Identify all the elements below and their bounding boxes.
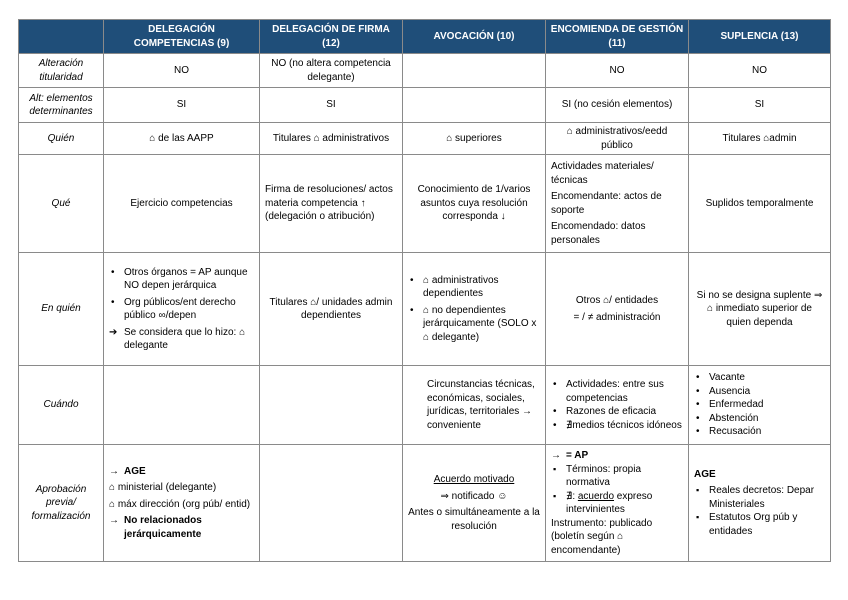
cell-cuando-firma: [260, 366, 403, 445]
aprobacion-delegacion-line: ⌂ ministerial (delegante): [109, 482, 217, 494]
row-label-en-quien: En quién: [19, 253, 104, 366]
row-cuando: [19, 366, 831, 445]
row-label-alteracion: Alteración titularidad: [19, 54, 104, 88]
row-alteracion: [19, 54, 831, 88]
cell-que-avocacion: Conocimiento de 1/varios asuntos cuya resolución corresponda ↓: [403, 155, 546, 253]
list-item: • ⌂ administrativos dependientes: [408, 274, 540, 301]
cell-que-delegacion: Ejercicio competencias: [104, 155, 260, 253]
que-encomienda-line: Actividades materiales/ técnicas: [551, 161, 654, 186]
list-item-arrow: → = AP: [551, 449, 683, 463]
cell-quien-avocacion: ⌂ superiores: [403, 123, 546, 155]
list-item: ▪ Reales decretos: Depar Ministeriales: [694, 484, 825, 511]
que-encomienda-line: Encomendante: actos de soporte: [551, 191, 662, 216]
cell-quien-delegacion: ⌂ de las AAPP: [104, 123, 260, 155]
list-item: [551, 490, 683, 517]
list-item: • Recusación: [694, 425, 825, 439]
header-delegacion-competencias: DELEGACIÓN COMPETENCIAS (9): [104, 20, 260, 54]
list-item-arrow: → No relacionados jerárquicamente: [109, 514, 254, 541]
cell-quien-suplencia: Titulares ⌂admin: [689, 123, 831, 155]
cell-elementos-firma: SI: [260, 88, 403, 123]
row-en-quien: [19, 253, 831, 366]
list-item-arrow: [109, 326, 254, 353]
list-item: • Vacante: [694, 371, 825, 385]
list-item: • ∄medios técnicos idóneos: [551, 419, 683, 433]
cell-alteracion-avocacion: [403, 54, 546, 88]
row-que: [19, 155, 831, 253]
header-delegacion-firma: DELEGACIÓN DE FIRMA (12): [260, 20, 403, 54]
cell-alteracion-firma: NO (no altera competencia delegante): [260, 54, 403, 88]
cell-quien-firma: Titulares ⌂ administrativos: [260, 123, 403, 155]
cell-aprobacion-suplencia: [689, 445, 831, 562]
acuerdo-suffix: expreso intervinientes: [566, 490, 653, 515]
list-item: • Org públicos/ent derecho público ∞/depen: [109, 296, 254, 323]
list-item: • Enfermedad: [694, 398, 825, 412]
cell-alteracion-suplencia: NO: [689, 54, 831, 88]
cell-aprobacion-encomienda: [546, 445, 689, 562]
aprobacion-delegacion-list: [109, 465, 254, 479]
list-item: ▪ Términos: propia normativa: [551, 463, 683, 490]
row-label-que: Qué: [19, 155, 104, 253]
arrow-text: Se considera que lo hizo: ⌂ delegante: [124, 326, 246, 351]
cell-cuando-avocacion: Circunstancias técnicas, económicas, sociales, jurídicas, territoriales → conveniente: [403, 366, 546, 445]
cell-elementos-avocacion: [403, 88, 546, 123]
list-item: • Otros órganos = AP aunque NO depen jerárquica: [109, 266, 254, 293]
aprobacion-suplencia-list: [694, 484, 825, 538]
header-corner: [19, 20, 104, 54]
list-item: • Actividades: entre sus competencias: [551, 378, 683, 405]
list-item: • ⌂ no dependientes jerárquicamente (SOLO x ⌂ delegante): [408, 304, 540, 345]
en-quien-delegacion-list: [109, 266, 254, 353]
row-label-quien: Quién: [19, 123, 104, 155]
cell-aprobacion-delegacion: [104, 445, 260, 562]
header-suplencia: SUPLENCIA (13): [689, 20, 831, 54]
cell-alteracion-encomienda: NO: [546, 54, 689, 88]
list-item-arrow: → AGE: [109, 465, 254, 479]
list-item: ▪ Estatutos Org púb y entidades: [694, 511, 825, 538]
cell-quien-encomienda: ⌂ administrativos/eedd público: [546, 123, 689, 155]
header-encomienda-gestion: ENCOMIENDA DE GESTIÓN (11): [546, 20, 689, 54]
acuerdo-prefix: ∄:: [566, 490, 578, 502]
cell-que-suplencia: Suplidos temporalmente: [689, 155, 831, 253]
cell-elementos-suplencia: SI: [689, 88, 831, 123]
acuerdo-word: acuerdo: [577, 490, 615, 502]
cell-en-quien-delegacion: [104, 253, 260, 366]
cell-cuando-delegacion: [104, 366, 260, 445]
aprobacion-delegacion-list-2: [109, 514, 254, 541]
cell-en-quien-avocacion: [403, 253, 546, 366]
row-label-elementos: Alt: elementos determinantes: [19, 88, 104, 123]
list-item: • Ausencia: [694, 385, 825, 399]
aprobacion-encomienda-list: [551, 449, 683, 517]
header-row: [19, 20, 831, 54]
comparison-table: [18, 19, 831, 562]
en-quien-encomienda-line2: = / ≠ administración: [573, 311, 661, 323]
list-item: • Abstención: [694, 412, 825, 426]
en-quien-encomienda-line1: Otros ⌂/ entidades: [575, 295, 659, 306]
cell-que-encomienda: [546, 155, 689, 253]
cell-elementos-delegacion: SI: [104, 88, 260, 123]
aprobacion-encomienda-instrumento: Instrumento: publicado (boletín según ⌂ encomendante): [551, 517, 653, 556]
row-label-aprobacion: Aprobación previa/ formalización: [19, 445, 104, 562]
row-quien: [19, 123, 831, 155]
aprobacion-avocacion-acuerdo: Acuerdo motivado: [433, 474, 515, 485]
cell-cuando-suplencia: [689, 366, 831, 445]
cuando-suplencia-list: [694, 371, 825, 439]
cell-aprobacion-firma: [260, 445, 403, 562]
aprobacion-avocacion-antes: Antes o simultáneamente a la resolución: [408, 507, 540, 532]
cell-en-quien-suplencia: Si no se designa suplente ⇒ ⌂ inmediato superior de quien dependa: [689, 253, 831, 366]
cell-elementos-encomienda: SI (no cesión elementos): [546, 88, 689, 123]
header-avocacion: AVOCACIÓN (10): [403, 20, 546, 54]
aprobacion-suplencia-age: AGE: [694, 468, 716, 480]
en-quien-avocacion-list: [408, 274, 540, 345]
aprobacion-avocacion-notificado: ⇒ notificado ☺: [440, 490, 508, 502]
cell-cuando-encomienda: [546, 366, 689, 445]
list-item: • Razones de eficacia: [551, 405, 683, 419]
cuando-encomienda-list: [551, 378, 683, 432]
row-elementos: [19, 88, 831, 123]
cell-en-quien-firma: Titulares ⌂/ unidades admin dependientes: [260, 253, 403, 366]
row-aprobacion: [19, 445, 831, 562]
que-encomienda-line: Encomendado: datos personales: [551, 221, 646, 246]
cell-alteracion-delegacion: NO: [104, 54, 260, 88]
cell-que-firma: Firma de resoluciones/ actos materia competencia ↑ (delegación o atribución): [260, 155, 403, 253]
cell-aprobacion-avocacion: [403, 445, 546, 562]
aprobacion-delegacion-line: ⌂ máx dirección (org púb/ entid): [109, 498, 251, 510]
row-label-cuando: Cuándo: [19, 366, 104, 445]
cell-en-quien-encomienda: [546, 253, 689, 366]
